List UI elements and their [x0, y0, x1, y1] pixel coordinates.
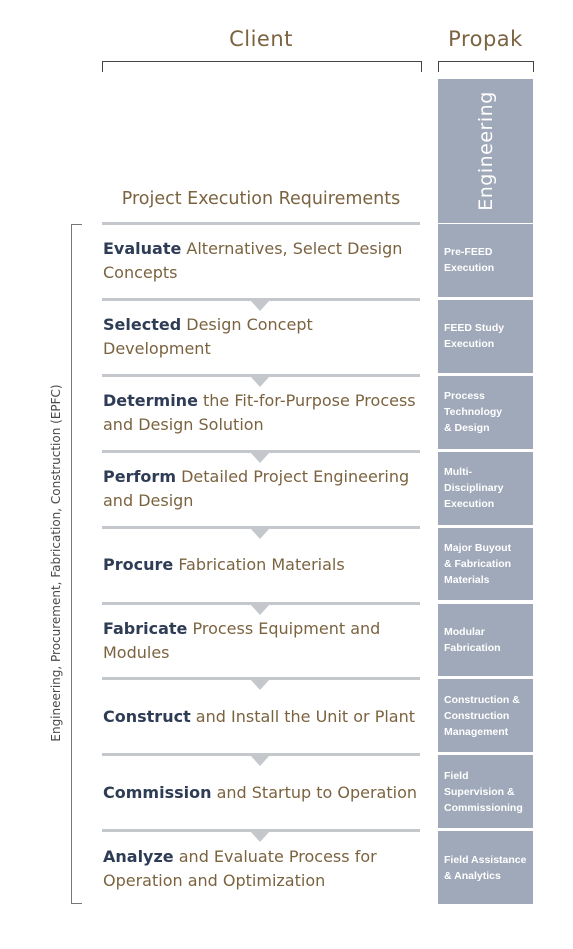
client-step-text — [103, 617, 423, 665]
engineering-box — [438, 79, 533, 223]
client-step-text — [103, 553, 345, 577]
propak-bracket — [438, 61, 534, 72]
step-description: Alternatives, Select Design Concepts — [103, 239, 403, 283]
engineering-label: Engineering — [474, 91, 497, 211]
step-verb: Fabricate — [103, 618, 188, 638]
propak-service-box — [438, 755, 533, 828]
client-step-text — [103, 705, 415, 729]
client-header: Client — [229, 27, 293, 51]
step-description: Design Concept Development — [103, 315, 313, 359]
client-step-text — [103, 389, 423, 437]
client-step — [103, 756, 423, 829]
client-step-text — [103, 313, 423, 361]
propak-service-box — [438, 679, 533, 752]
propak-service-label: Modular Fabrication — [444, 625, 501, 654]
propak-service-box — [438, 604, 533, 677]
propak-service-label: Construction & Construction Management — [444, 693, 520, 738]
epfc-bracket — [71, 224, 82, 904]
step-description: Detailed Project Engineering and Design — [103, 467, 410, 511]
client-step-text — [103, 237, 423, 285]
propak-service-label: Field Assistance & Analytics — [444, 853, 527, 882]
propak-service-label: Multi- Disciplinary Execution — [444, 466, 504, 511]
client-step — [103, 529, 423, 602]
propak-service-box — [438, 452, 533, 525]
client-step-text — [103, 781, 417, 805]
client-bracket — [102, 61, 422, 72]
step-verb: Determine — [103, 391, 198, 411]
step-description: and Install the Unit or Plant — [190, 706, 416, 726]
client-step — [103, 605, 423, 678]
client-step — [103, 453, 423, 526]
epfc-label: Engineering, Procurement, Fabrication, Construction (EPFC) — [49, 384, 63, 742]
propak-service-box — [438, 528, 533, 601]
step-verb: Evaluate — [103, 239, 182, 259]
propak-service-box — [438, 831, 533, 904]
client-step — [103, 680, 423, 753]
propak-service-label: Pre-FEED Execution — [444, 246, 495, 275]
propak-service-label: Field Supervision & Commissioning — [444, 769, 523, 814]
client-step — [103, 832, 423, 905]
propak-service-box — [438, 376, 533, 449]
client-step — [103, 225, 423, 298]
propak-header: Propak — [448, 27, 523, 51]
propak-service-box — [438, 224, 533, 297]
client-step-text — [103, 845, 423, 893]
step-verb: Construct — [103, 706, 191, 726]
step-description: and Evaluate Process for Operation and Optimization — [103, 846, 377, 890]
step-description: the Fit-for-Purpose Process and Design Solution — [103, 391, 416, 435]
step-verb: Perform — [103, 467, 176, 487]
propak-service-label: Major Buyout & Fabrication Materials — [444, 542, 512, 587]
step-verb: Procure — [103, 555, 174, 575]
client-step-text — [103, 465, 423, 513]
section-title: Project Execution Requirements — [121, 189, 401, 209]
propak-service-box — [438, 300, 533, 373]
client-step — [103, 301, 423, 374]
step-description: and Startup to Operation — [211, 782, 417, 802]
step-description: Process Equipment and Modules — [103, 618, 381, 662]
step-description: Fabrication Materials — [173, 555, 345, 575]
propak-service-label: Process Technology & Design — [444, 390, 503, 435]
step-verb: Analyze — [103, 846, 174, 866]
step-verb: Selected — [103, 315, 182, 335]
client-step — [103, 377, 423, 450]
step-verb: Commission — [103, 782, 212, 802]
propak-service-label: FEED Study Execution — [444, 322, 505, 351]
